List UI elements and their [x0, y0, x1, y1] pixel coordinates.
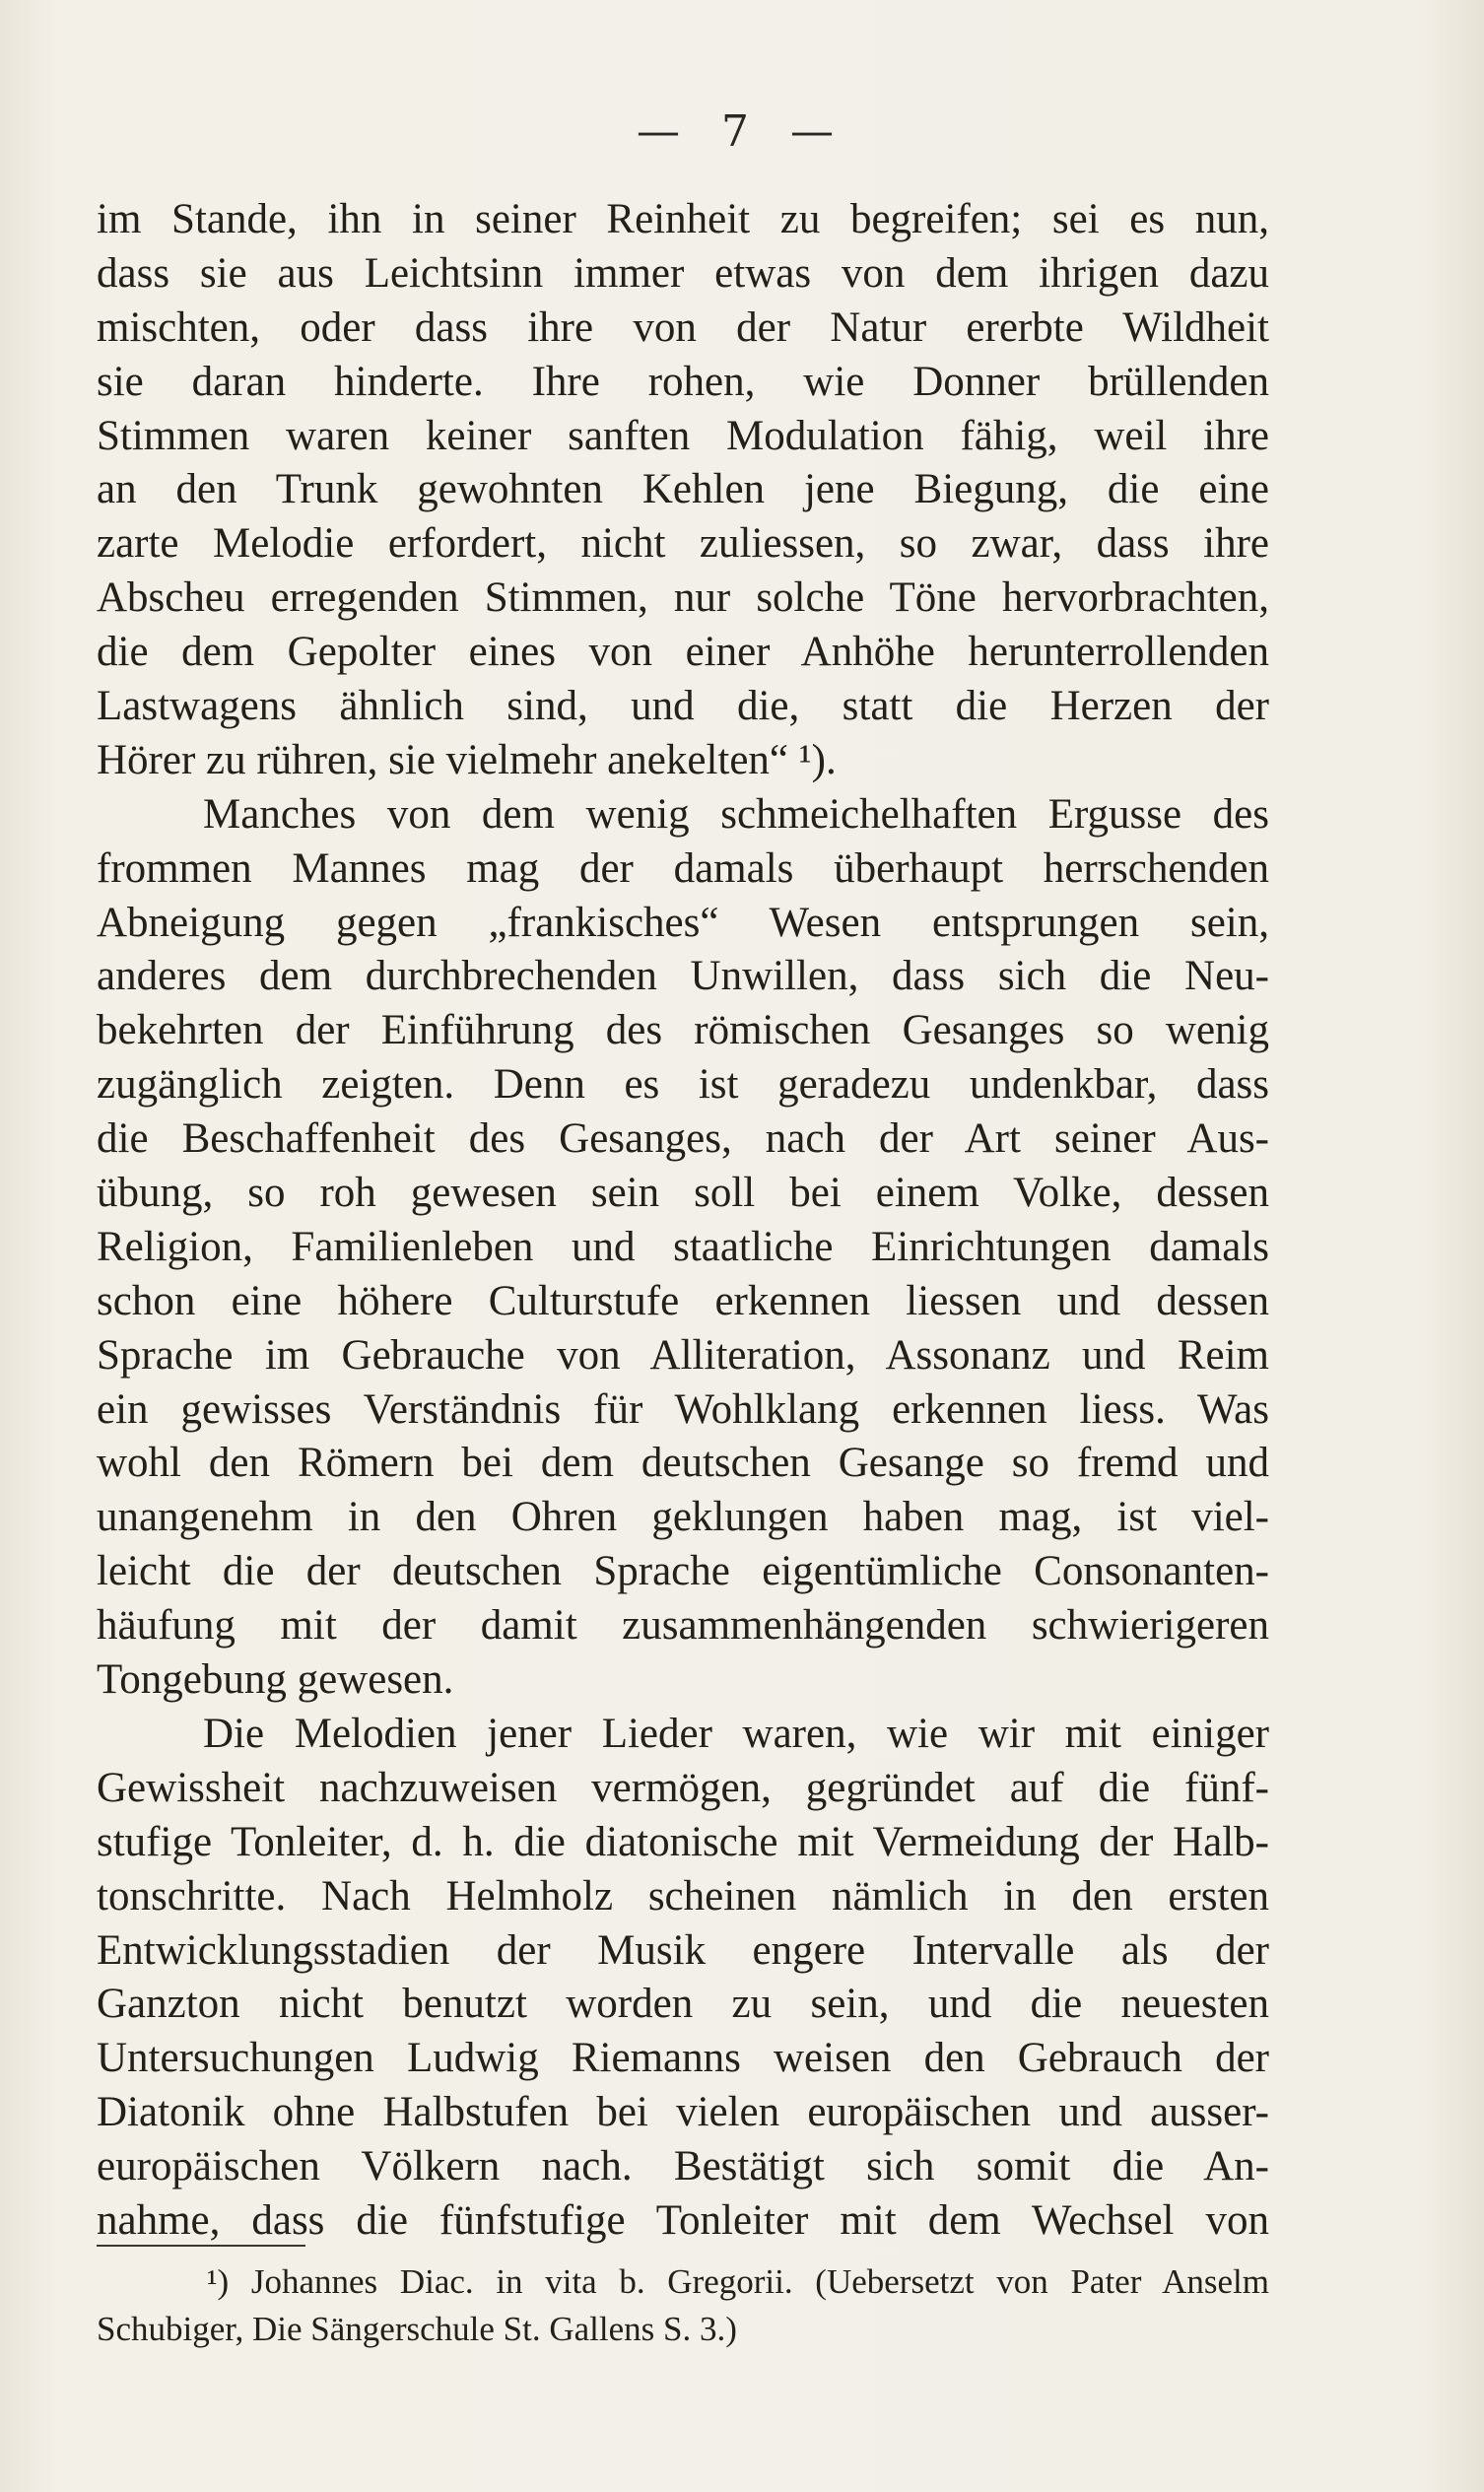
footnote-line: ¹) Johannes Diac. in vita b. Gregorii. (Uebersetzt von Pater Anselm	[207, 2262, 1269, 2301]
text-line: Tongebung gewesen.	[97, 1656, 454, 1704]
text-line: sie daran hinderte. Ihre rohen, wie Donner brüllenden	[97, 358, 1269, 405]
text-line: an den Trunk gewohnten Kehlen jene Biegung, die eine	[97, 466, 1269, 513]
text-line: Sprache im Gebrauche von Alliteration, Assonanz und Reim	[97, 1331, 1269, 1379]
paragraph-2	[97, 788, 1269, 1708]
text-line: Abscheu erregenden Stimmen, nur solche Töne hervorbrachten,	[97, 574, 1269, 622]
text-line: Religion, Familienleben und staatliche Einrichtungen damals	[97, 1223, 1269, 1270]
text-line: übung, so roh gewesen sein soll bei einem Volke, dessen	[97, 1170, 1269, 1217]
text-line: Entwicklungsstadien der Musik engere Intervalle als der	[97, 1926, 1269, 1974]
text-line: bekehrten der Einführung des römischen Gesanges so wenig	[97, 1007, 1269, 1054]
footnote-line: Schubiger, Die Sängerschule St. Gallens S. 3.)	[97, 2310, 737, 2348]
text-line: die dem Gepolter eines von einer Anhöhe herunterrollenden	[97, 629, 1269, 676]
text-line: leicht die der deutschen Sprache eigentümliche Consonanten-	[97, 1548, 1269, 1595]
text-line: anderes dem durchbrechenden Unwillen, dass sich die Neu-	[97, 953, 1269, 1000]
page-number: — 7 —	[637, 106, 847, 157]
text-line: stufige Tonleiter, d. h. die diatonische mit Vermeidung der Halb-	[97, 1818, 1269, 1865]
footnote-divider	[97, 2245, 305, 2247]
text-line: europäischen Völkern nach. Bestätigt sich somit die An-	[97, 2143, 1269, 2190]
footnote	[97, 2258, 1269, 2353]
text-line: frommen Mannes mag der damals überhaupt herrschenden	[97, 844, 1269, 892]
text-line: Manches von dem wenig schmeichelhaften Ergusse des	[203, 790, 1269, 838]
text-line: unangenehm in den Ohren geklungen haben mag, ist viel-	[97, 1494, 1269, 1541]
text-line: schon eine höhere Culturstufe erkennen liessen und dessen	[97, 1277, 1269, 1324]
text-line: Diatonik ohne Halbstufen bei vielen europäischen und ausser-	[97, 2089, 1269, 2136]
body-text	[97, 193, 1269, 2249]
text-line: Gewissheit nachzuweisen vermögen, gegründet auf die fünf-	[97, 1764, 1269, 1811]
text-line: häufung mit der damit zusammenhängenden schwierigeren	[97, 1602, 1269, 1650]
text-line: Abneigung gegen „frankisches“ Wesen entsprungen sein,	[97, 899, 1269, 946]
text-line: zugänglich zeigten. Denn es ist geradezu undenkbar, dass	[97, 1061, 1269, 1109]
text-line: im Stande, ihn in seiner Reinheit zu begreifen; sei es nun,	[97, 196, 1269, 242]
text-line: Die Melodien jener Lieder waren, wie wir mit einiger	[203, 1710, 1269, 1757]
text-line: nahme, dass die fünfstufige Tonleiter mit dem Wechsel von	[97, 2196, 1269, 2244]
text-line: zarte Melodie erfordert, nicht zuliessen, so zwar, dass ihre	[97, 520, 1269, 568]
paragraph-1	[97, 193, 1269, 788]
text-line: Ganzton nicht benutzt worden zu sein, und die neuesten	[97, 1981, 1269, 2028]
text-line: Stimmen waren keiner sanften Modulation fähig, weil ihre	[97, 412, 1269, 459]
text-line: mischten, oder dass ihre von der Natur ererbte Wildheit	[97, 303, 1269, 351]
text-line: dass sie aus Leichtsinn immer etwas von dem ihrigen dazu	[97, 249, 1269, 297]
paragraph-3	[97, 1708, 1269, 2249]
text-line: tonschritte. Nach Helmholz scheinen nämlich in den ersten	[97, 1872, 1269, 1920]
text-line: Lastwagens ähnlich sind, und die, statt die Herzen der	[97, 683, 1269, 730]
text-line: Hörer zu rühren, sie vielmehr anekelten“ ¹).	[97, 736, 837, 783]
text-line: ein gewisses Verständnis für Wohlklang erkennen liess. Was	[97, 1385, 1269, 1433]
text-line: Untersuchungen Ludwig Riemanns weisen den Gebrauch der	[97, 2035, 1269, 2082]
text-line: die Beschaffenheit des Gesanges, nach der Art seiner Aus-	[97, 1115, 1269, 1163]
text-line: wohl den Römern bei dem deutschen Gesange so fremd und	[97, 1440, 1269, 1487]
